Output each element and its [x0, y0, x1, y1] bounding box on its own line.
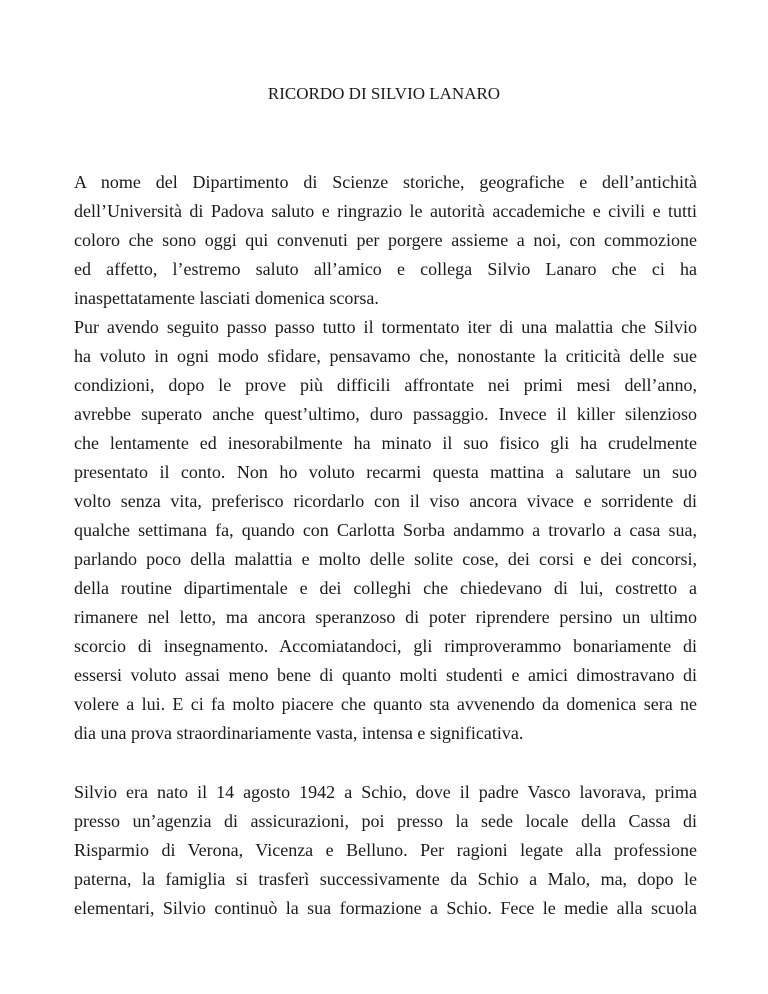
text-line: elementari, Silvio continuò la sua formazione a Schio. Fece le medie alla scuola	[74, 898, 697, 918]
text-line: dia una prova straordinariamente vasta, intensa e significativa.	[74, 723, 524, 743]
text-line: essersi voluto assai meno bene di quanto molti studenti e amici dimostravano di	[74, 665, 697, 685]
text-line: ha voluto in ogni modo sfidare, pensavamo che, nonostante la criticità delle sue	[74, 346, 697, 366]
paragraph-2	[74, 778, 697, 923]
text-line: A nome del Dipartimento di Scienze storiche, geografiche e dell’antichità	[74, 172, 697, 192]
text-line: presso un’agenzia di assicurazioni, poi presso la sede locale della Cassa di	[74, 811, 697, 831]
text-line: inaspettatamente lasciati domenica scorsa.	[74, 288, 379, 308]
text-line: scorcio di insegnamento. Accomiatandoci, gli rimproverammo bonariamente di	[74, 636, 697, 656]
document-title: RICORDO DI SILVIO LANARO	[267, 84, 501, 103]
text-line: presentato il conto. Non ho voluto recarmi questa mattina a salutare un suo	[74, 462, 697, 482]
text-line: Pur avendo seguito passo passo tutto il tormentato iter di una malattia che Silvio	[74, 317, 697, 337]
text-line: coloro che sono oggi qui convenuti per porgere assieme a noi, con commozione	[74, 230, 697, 250]
text-line: volto senza vita, preferisco ricordarlo con il viso ancora vivace e sorridente di	[74, 491, 697, 511]
text-line: Silvio era nato il 14 agosto 1942 a Schio, dove il padre Vasco lavorava, prima	[74, 782, 697, 802]
text-line: condizioni, dopo le prove più difficili affrontate nei primi mesi dell’anno,	[74, 375, 697, 395]
text-line: della routine dipartimentale e dei colleghi che chiedevano di lui, costretto a	[74, 578, 697, 598]
text-line: dell’Università di Padova saluto e ringrazio le autorità accademiche e civili e tutti	[74, 201, 697, 221]
text-line: qualche settimana fa, quando con Carlotta Sorba andammo a trovarlo a casa sua,	[74, 520, 697, 540]
text-line: Risparmio di Verona, Vicenza e Belluno. Per ragioni legate alla professione	[74, 840, 697, 860]
paragraph-1	[74, 168, 697, 748]
text-line: avrebbe superato anche quest’ultimo, duro passaggio. Invece il killer silenzioso	[74, 404, 697, 424]
text-line: volere a lui. E ci fa molto piacere che quanto sta avvenendo da domenica sera ne	[74, 694, 697, 714]
text-line: che lentamente ed inesorabilmente ha minato il suo fisico gli ha crudelmente	[74, 433, 697, 453]
text-line: rimanere nel letto, ma ancora speranzoso di poter riprendere persino un ultimo	[74, 607, 697, 627]
text-line: parlando poco della malattia e molto delle solite cose, dei corsi e dei concorsi,	[74, 549, 697, 569]
text-line: ed affetto, l’estremo saluto all’amico e collega Silvio Lanaro che ci ha	[74, 259, 697, 279]
text-line: paterna, la famiglia si trasferì successivamente da Schio a Malo, ma, dopo le	[74, 869, 697, 889]
